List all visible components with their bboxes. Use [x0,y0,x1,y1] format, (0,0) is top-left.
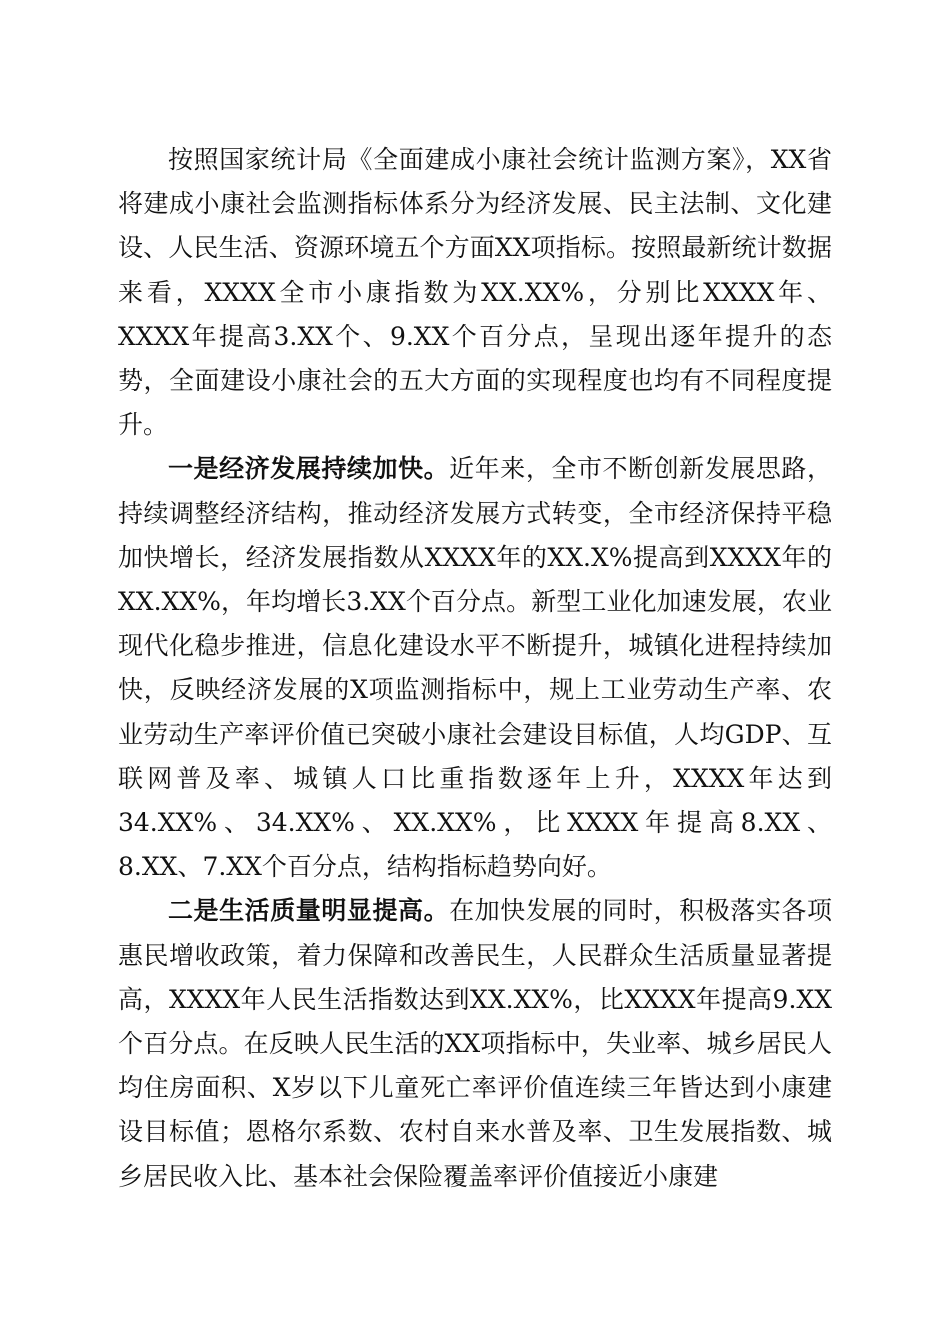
paragraph-text: 按照国家统计局《全面建成小康社会统计监测方案》，XX省将建成小康社会监测指标体系分为经济发展、民主法制、文化建设、人民生活、资源环境五个方面XX项指标。按照最新统计数据来看，XXXX全市小康指数为XX.XX%，分别比XXXX年、XXXX年提高3.XX个、9.XX个百分点，呈现出逐年提升的态势，全面建设小康社会的五大方面的实现程度也均有不同程度提升。 [118,145,832,440]
paragraph-lead: 二是生活质量明显提高。 [168,896,450,926]
paragraph-economy [118,447,832,889]
paragraph-text: 近年来，全市不断创新发展思路，持续调整经济结构，推动经济发展方式转变，全市经济保持平稳加快增长，经济发展指数从XXXX年的XX.X%提高到XXXX年的XX.XX%，年均增长3.XX个百分点。新型工业化加速发展，农业现代化稳步推进，信息化建设水平不断提升，城镇化进程持续加快，反映经济发展的X项监测指标中，规上工业劳动生产率、农业劳动生产率评价值已突破小康社会建设目标值，人均GDP、互联网普及率、城镇人口比重指数逐年上升，XXXX年达到34.XX%、34.XX%、XX.XX%，比XXXX年提高8.XX、8.XX、7.XX个百分点，结构指标趋势向好。 [118,454,832,882]
paragraph-intro [118,138,832,447]
paragraph-lead: 一是经济发展持续加快。 [168,454,450,484]
paragraph-living [118,889,832,1198]
paragraph-text: 在加快发展的同时，积极落实各项惠民增收政策，着力保障和改善民生，人民群众生活质量显著提高，XXXX年人民生活指数达到XX.XX%，比XXXX年提高9.XX个百分点。在反映人民生活的XX项指标中，失业率、城乡居民人均住房面积、X岁以下儿童死亡率评价值连续三年皆达到小康建设目标值；恩格尔系数、农村自来水普及率、卫生发展指数、城乡居民收入比、基本社会保险覆盖率评价值接近小康建 [118,896,832,1191]
document-body [118,138,832,1199]
